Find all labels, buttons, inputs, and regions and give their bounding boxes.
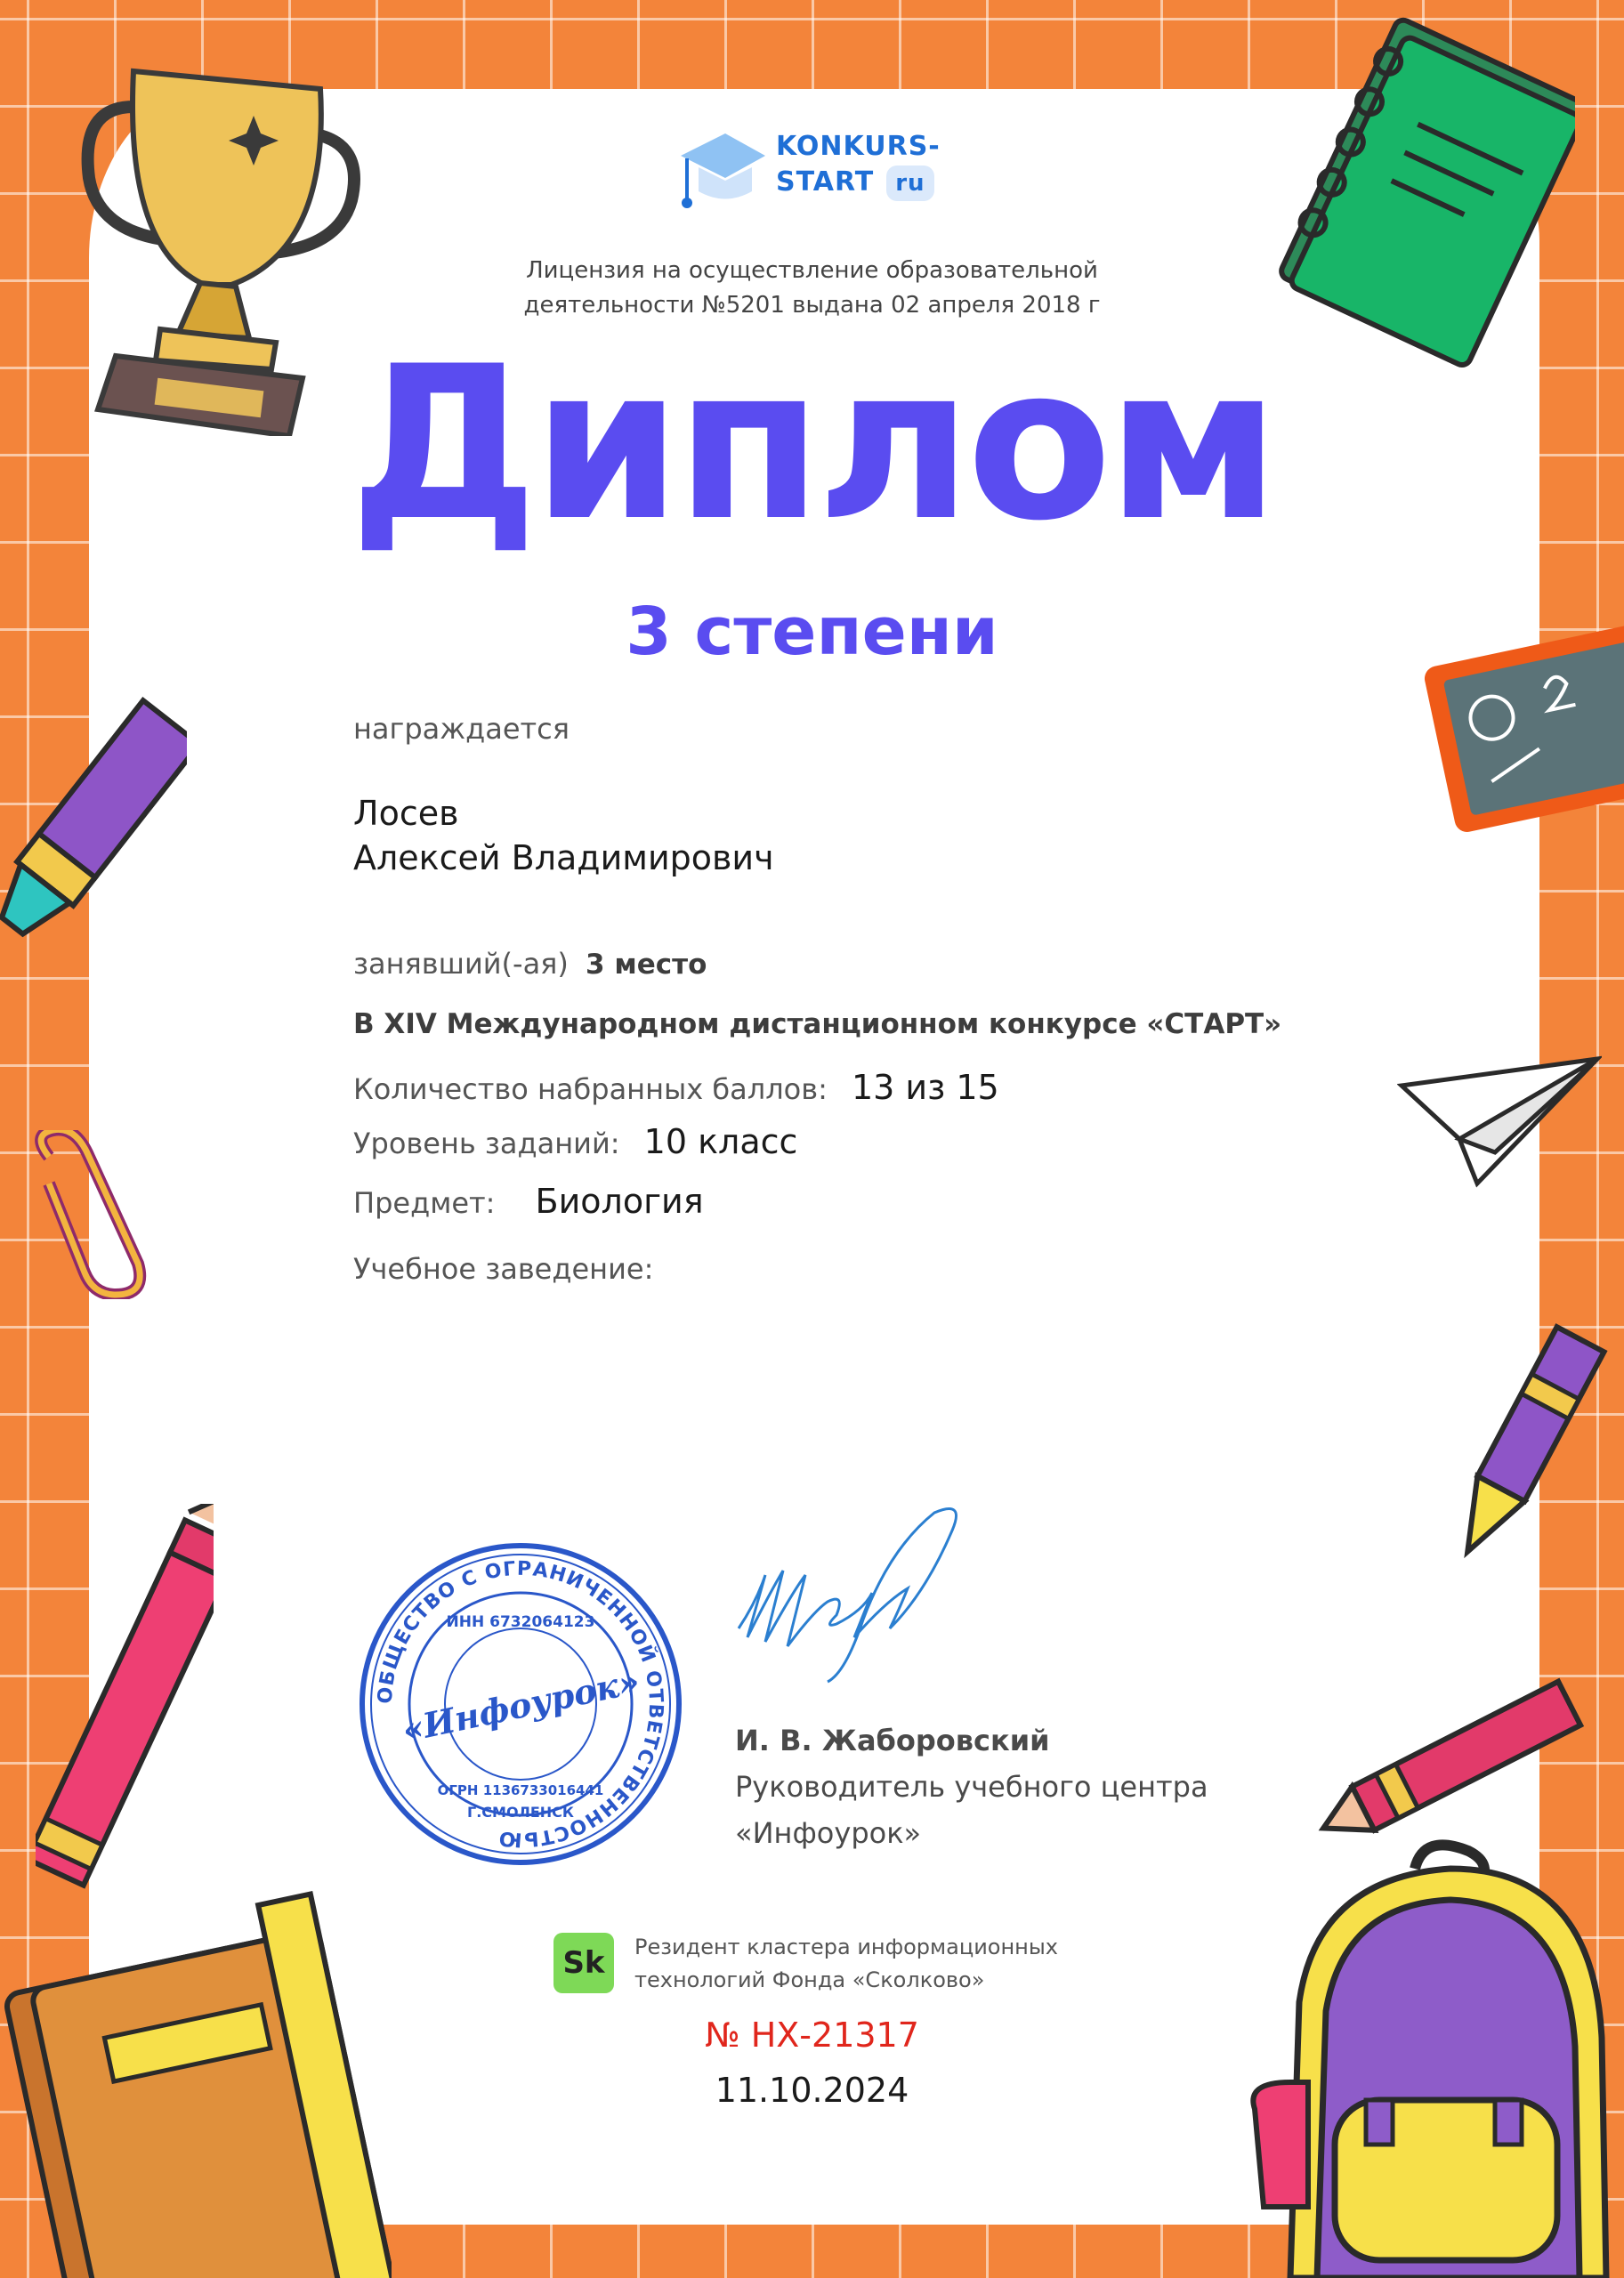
skolkovo-badge xyxy=(553,1933,614,1993)
subject-label: Предмет: xyxy=(353,1186,496,1220)
diploma-degree: 3 степени xyxy=(626,594,998,670)
signer-name: И. В. Жаборовский xyxy=(735,1724,1050,1757)
crayon-icon xyxy=(1442,1308,1611,1575)
skolkovo-badge-text: Sk xyxy=(562,1945,605,1981)
diploma-title: Диплом xyxy=(349,321,1275,568)
backpack-icon xyxy=(1210,1815,1624,2278)
logo-line2: START xyxy=(776,166,875,198)
signer-block xyxy=(735,1717,1208,1856)
recipient-surname: Лосев xyxy=(353,794,459,833)
diploma-number: № НХ-21317 xyxy=(705,2015,919,2055)
signer-role-line1: Руководитель учебного центра xyxy=(735,1770,1208,1804)
place-label: занявший(-ая) xyxy=(353,947,569,981)
place-value: 3 место xyxy=(586,949,707,981)
stamp-ring-text: ОБЩЕСТВО С ОГРАНИЧЕННОЙ ОТВЕТСТВЕННОСТЬЮ xyxy=(374,1557,667,1851)
logo-line1: KONKURS- xyxy=(776,131,941,162)
score-label: Количество набранных баллов: xyxy=(353,1072,828,1106)
skolkovo-line1: Резидент кластера информационных xyxy=(634,1935,1059,1959)
license-line2: деятельности №5201 выдана 02 апреля 2018 г xyxy=(523,292,1101,319)
handwritten-signature xyxy=(730,1495,979,1700)
license-line1: Лицензия на осуществление образовательной xyxy=(526,257,1098,284)
chalkboard-icon xyxy=(1419,596,1624,863)
graduation-cap-icon xyxy=(676,125,765,214)
stamp-center: «Инфоурок» xyxy=(399,1660,643,1750)
stamp-city: Г.СМОЛЕНСК xyxy=(467,1804,574,1821)
level-label: Уровень заданий: xyxy=(353,1127,620,1160)
book-icon xyxy=(0,1886,392,2278)
recipient-given-names: Алексей Владимирович xyxy=(353,838,774,877)
contest-name: В XIV Международном дистанционном конкурсе «СТАРТ» xyxy=(353,1008,1282,1040)
stamp-inn: ИНН 6732064123 xyxy=(446,1613,595,1631)
school-label: Учебное заведение: xyxy=(353,1252,654,1286)
subject-value: Биология xyxy=(535,1182,704,1221)
level-value: 10 класс xyxy=(643,1122,798,1161)
marker-icon xyxy=(0,694,187,952)
pencil-icon xyxy=(36,1504,214,1922)
logo-text xyxy=(776,129,941,201)
score-value: 13 из 15 xyxy=(851,1068,999,1107)
notebook-icon xyxy=(1273,9,1575,383)
skolkovo-line2: технологий Фонда «Сколково» xyxy=(634,1967,985,1992)
signer-role-line2: «Инфоурок» xyxy=(735,1816,922,1850)
paperclip-icon xyxy=(13,1130,147,1299)
awarded-label: награждается xyxy=(353,712,570,746)
stamp-ogrn: ОГРН 1136733016441 xyxy=(437,1782,604,1798)
logo-suffix: ru xyxy=(886,166,933,201)
diploma-date: 11.10.2024 xyxy=(715,2071,909,2110)
skolkovo-text xyxy=(634,1931,1058,1997)
license-text xyxy=(445,254,1179,323)
stamp-seal xyxy=(356,1539,685,1869)
paper-plane-icon xyxy=(1397,1050,1602,1192)
